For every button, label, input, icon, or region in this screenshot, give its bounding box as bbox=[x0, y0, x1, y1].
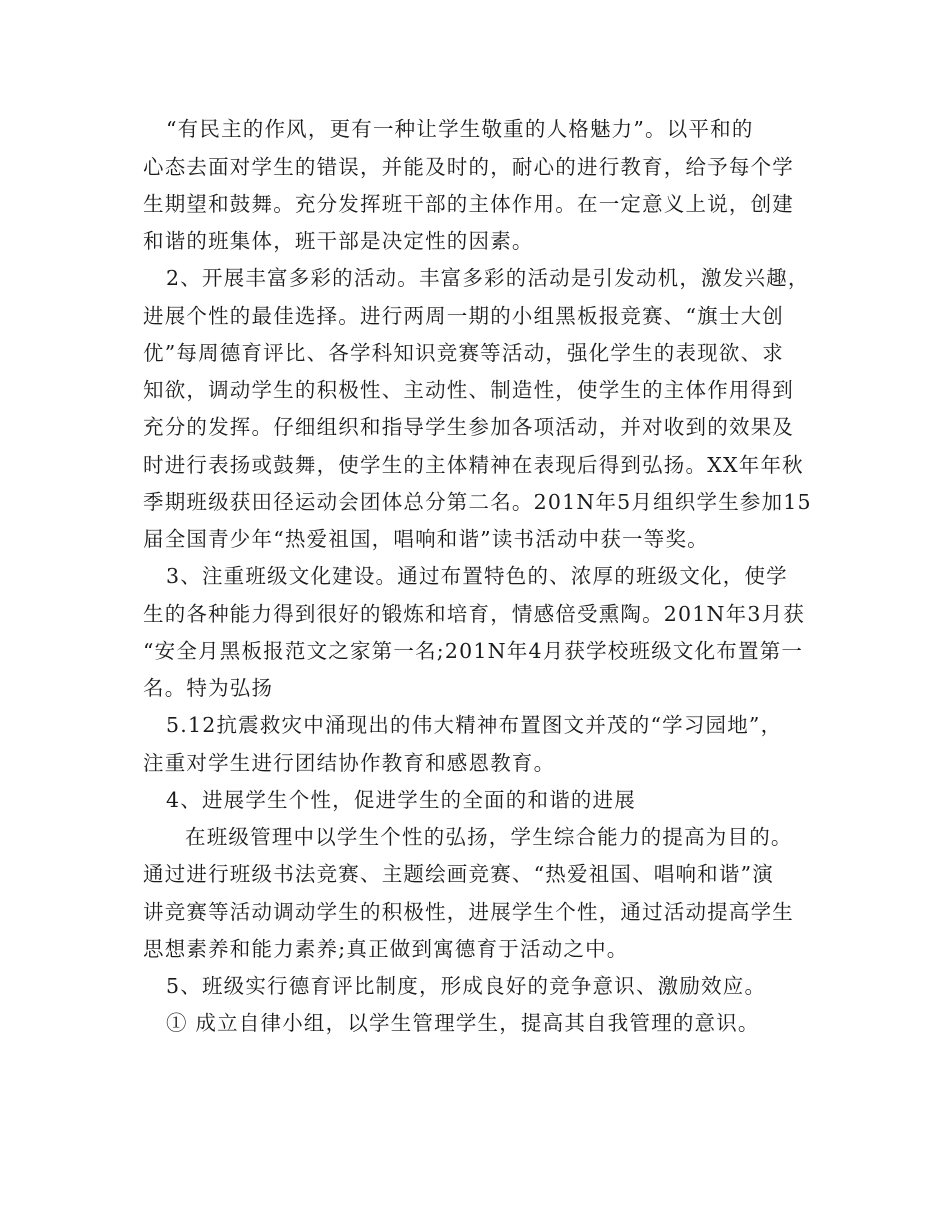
text-line: 2、开展丰富多彩的活动。丰富多彩的活动是引发动机，激发兴趣， bbox=[166, 266, 810, 290]
text-line: 季期班级获田径运动会团体总分第二名。201N年5月组织学生参加15 bbox=[143, 490, 812, 514]
text-line: 优”每周德育评比、各学科知识竞赛等活动，强化学生的表现欲、求 bbox=[143, 341, 784, 365]
text-line: “有民主的作风，更有一种让学生敬重的人格魅力”。以平和的 bbox=[166, 117, 754, 141]
text-line: ① 成立自律小组，以学生管理学生，提高其自我管理的意识。 bbox=[166, 1011, 760, 1035]
text-line: 讲竞赛等活动调动学生的积极性，进展学生个性，通过活动提高学生 bbox=[143, 900, 794, 924]
text-line: 知欲，调动学生的积极性、主动性、制造性，使学生的主体作用得到 bbox=[143, 378, 794, 402]
text-line: 和谐的班集体，班干部是决定性的因素。 bbox=[143, 229, 534, 253]
text-line: 生期望和鼓舞。充分发挥班干部的主体作用。在一定意义上说，创建 bbox=[143, 192, 794, 216]
text-line: 届全国青少年“热爱祖国，唱响和谐”读书活动中获一等奖。 bbox=[143, 527, 709, 551]
text-line: 时进行表扬或鼓舞，使学生的主体精神在表现后得到弘扬。XX年年秋 bbox=[143, 453, 804, 477]
text-line: 在班级管理中以学生个性的弘扬，学生综合能力的提高为目的。 bbox=[185, 825, 793, 849]
text-line: 4、进展学生个性，促进学生的全面的和谐的进展 bbox=[166, 788, 636, 812]
text-line: 注重对学生进行团结协作教育和感恩教育。 bbox=[143, 751, 556, 775]
text-line: 5.12抗震救灾中涌现出的伟大精神布置图文并茂的“学习园地”， bbox=[166, 713, 783, 737]
text-line: 通过进行班级书法竞赛、主题绘画竞赛、“热爱祖国、唱响和谐”演 bbox=[143, 862, 774, 886]
text-line: 5、班级实行德育评比制度，形成良好的竞争意识、激励效应。 bbox=[166, 974, 767, 998]
text-line: “安全月黑板报范文之家第一名;201N年4月获学校班级文化布置第一 bbox=[143, 639, 804, 663]
text-line: 3、注重班级文化建设。通过布置特色的、浓厚的班级文化，使学 bbox=[166, 564, 788, 588]
text-line: 思想素养和能力素养;真正做到寓德育于活动之中。 bbox=[143, 937, 629, 961]
text-line: 进展个性的最佳选择。进行两周一期的小组黑板报竞赛、“旗士大创 bbox=[143, 304, 784, 328]
text-line: 名。特为弘扬 bbox=[143, 676, 274, 700]
text-line: 充分的发挥。仔细组织和指导学生参加各项活动，并对收到的效果及 bbox=[143, 415, 794, 439]
text-line: 生的各种能力得到很好的锻炼和培育，情感倍受熏陶。201N年3月获 bbox=[143, 602, 806, 626]
text-line: 心态去面对学生的错误，并能及时的，耐心的进行教育，给予每个学 bbox=[143, 155, 794, 179]
